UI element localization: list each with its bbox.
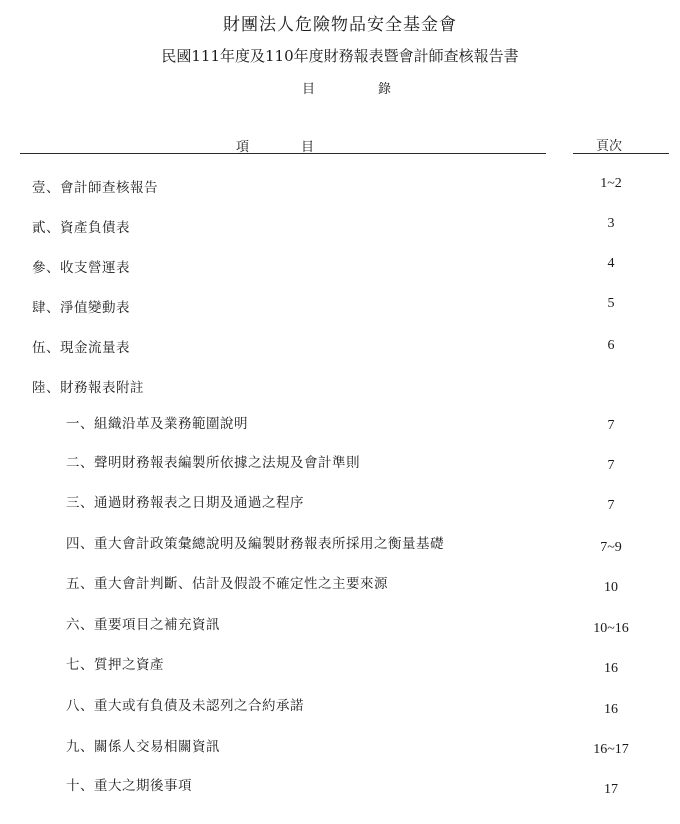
column-header-page: 頁次 <box>596 139 623 154</box>
contents-row <box>0 296 680 324</box>
row-label: 參、收支營運表 <box>32 260 130 276</box>
row-label: 五、重大會計判斷、估計及假設不確定性之主要來源 <box>66 576 388 592</box>
row-label: 六、重要項目之補充資訊 <box>66 617 220 633</box>
row-page: 16 <box>604 702 618 717</box>
contents-row <box>0 336 680 364</box>
contents-row <box>0 572 680 600</box>
row-page: 16 <box>604 661 618 676</box>
contents-row <box>0 532 680 560</box>
row-label: 三、通過財務報表之日期及通過之程序 <box>66 495 304 511</box>
contents-row <box>0 451 680 479</box>
contents-heading-char-2: 錄 <box>378 82 392 97</box>
row-page: 17 <box>604 782 618 797</box>
row-page: 10 <box>604 580 618 595</box>
row-page: 16~17 <box>593 742 629 757</box>
contents-row <box>0 653 680 681</box>
row-page: 1~2 <box>600 176 622 191</box>
row-page: 7 <box>607 458 615 473</box>
contents-row <box>0 613 680 641</box>
contents-row <box>0 774 680 802</box>
row-label: 貳、資產負債表 <box>32 220 130 236</box>
contents-row <box>0 176 680 204</box>
row-label: 九、關係人交易相關資訊 <box>66 739 220 755</box>
row-label: 十、重大之期後事項 <box>66 778 192 794</box>
row-page: 3 <box>607 216 615 231</box>
row-label: 壹、會計師查核報告 <box>32 180 158 196</box>
contents-row <box>0 412 680 440</box>
row-label: 七、質押之資產 <box>66 657 164 673</box>
row-label: 二、聲明財務報表編製所依據之法規及會計準則 <box>66 455 360 471</box>
row-label: 肆、淨值變動表 <box>32 300 130 316</box>
row-page: 7~9 <box>600 540 622 555</box>
row-page: 10~16 <box>593 621 629 636</box>
row-page: 4 <box>607 256 615 271</box>
contents-heading-char-1: 目 <box>302 82 316 97</box>
row-label: 伍、現金流量表 <box>32 340 130 356</box>
column-header-item: 項 目 <box>236 140 315 155</box>
organization-title: 財團法人危險物品安全基金會 <box>223 15 457 35</box>
row-label: 四、重大會計政策彙總說明及編製財務報表所採用之衡量基礎 <box>66 536 444 552</box>
row-label: 八、重大或有負債及未認列之合約承諾 <box>66 698 304 714</box>
contents-row <box>0 216 680 244</box>
contents-row <box>0 694 680 722</box>
row-label: 陸、財務報表附註 <box>32 380 144 396</box>
row-label: 一、組織沿革及業務範圍說明 <box>66 416 248 432</box>
row-page: 7 <box>607 498 615 513</box>
report-title: 民國111年度及110年度財務報表暨會計師查核報告書 <box>161 47 519 65</box>
header-rule-item <box>20 153 546 154</box>
contents-row <box>0 491 680 519</box>
row-page: 6 <box>607 338 615 353</box>
header-rule-page <box>573 153 669 154</box>
row-page: 5 <box>607 296 615 311</box>
contents-row <box>0 376 680 404</box>
contents-row <box>0 256 680 284</box>
contents-row <box>0 735 680 763</box>
row-page: 7 <box>607 418 615 433</box>
